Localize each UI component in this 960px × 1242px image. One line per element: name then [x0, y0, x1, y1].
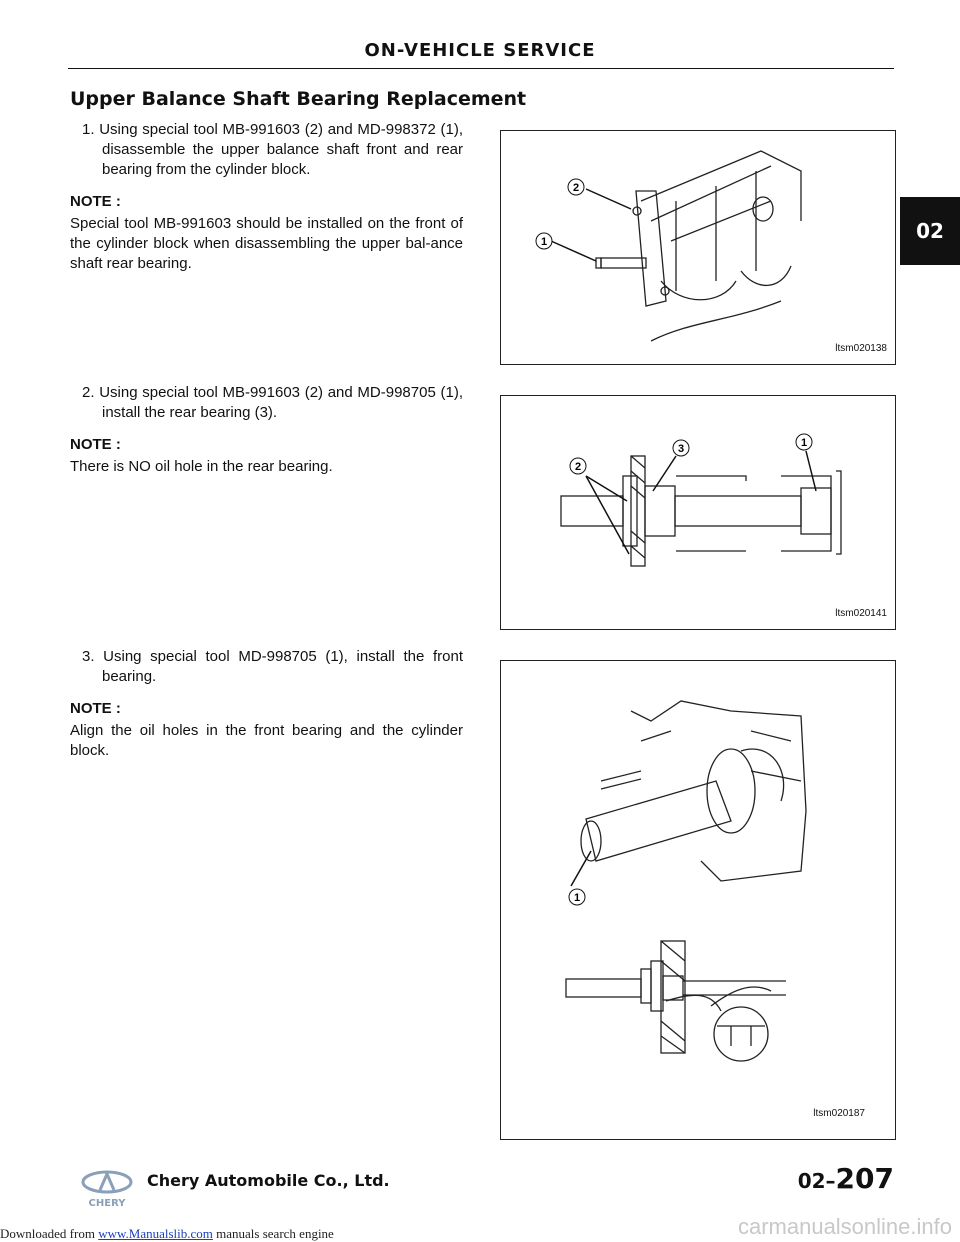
figure-1-callout-1: 1 [540, 236, 548, 248]
figure-1-callout-2: 2 [572, 182, 580, 194]
figure-1-illustration [501, 131, 897, 366]
download-prefix: Downloaded from [0, 1226, 95, 1241]
step-1-note-text: Special tool MB-991603 should be installed on the front of the cylinder block when disassembling the upper bal-ance shaft rear bearing. [70, 215, 463, 272]
logo-wordmark: CHERY [88, 1198, 126, 1208]
chapter-tab: 02 [900, 197, 960, 265]
figure-2-callout-3: 3 [677, 443, 685, 455]
page-number [798, 1162, 894, 1195]
figure-3 [500, 660, 896, 1140]
figure-3-id: ltsm020187 [813, 1108, 865, 1119]
step-1-text: 1. Using special tool MB-991603 (2) and MD-998372 (1), disassemble the upper balance shaft front and rear bearing from the cylinder block. [82, 121, 463, 178]
page-prefix: 02– [797, 1169, 836, 1193]
section-title: Upper Balance Shaft Bearing Replacement [70, 88, 527, 110]
step-3-block [70, 647, 463, 761]
step-2-note-text: There is NO oil hole in the rear bearing. [70, 458, 333, 475]
step-3-note-text: Align the oil holes in the front bearing and the cylinder block. [70, 722, 463, 759]
footer-company: Chery Automobile Co., Ltd. [147, 1171, 390, 1190]
figure-3-illustration [501, 661, 897, 1141]
manualslib-link[interactable]: www.Manualslib.com [98, 1226, 213, 1241]
running-header: ON-VEHICLE SERVICE [364, 40, 596, 61]
step-1-note-label: NOTE : [70, 193, 121, 210]
figure-1 [500, 130, 896, 365]
step-3-text: 3. Using special tool MD-998705 (1), install the front bearing. [82, 648, 463, 685]
download-suffix: manuals search engine [216, 1226, 334, 1241]
watermark: carmanualsonline.info [737, 1214, 952, 1239]
figure-2-callout-1: 1 [800, 437, 808, 449]
page-num: 207 [835, 1162, 894, 1195]
figure-2 [500, 395, 896, 630]
download-notice [0, 1226, 334, 1242]
figure-2-id: ltsm020141 [835, 608, 887, 619]
figure-2-illustration [501, 396, 897, 631]
figure-1-id: ltsm020138 [835, 343, 887, 354]
figure-3-callout-1: 1 [573, 892, 581, 904]
step-2-block [70, 383, 463, 477]
step-1-block [70, 120, 463, 274]
step-2-note-label: NOTE : [70, 436, 121, 453]
figure-2-callout-2: 2 [574, 461, 582, 473]
step-2-text: 2. Using special tool MB-991603 (2) and MD-998705 (1), install the rear bearing (3). [82, 384, 463, 421]
step-3-note-label: NOTE : [70, 700, 121, 717]
chery-logo [78, 1168, 136, 1213]
header-divider [68, 68, 894, 69]
